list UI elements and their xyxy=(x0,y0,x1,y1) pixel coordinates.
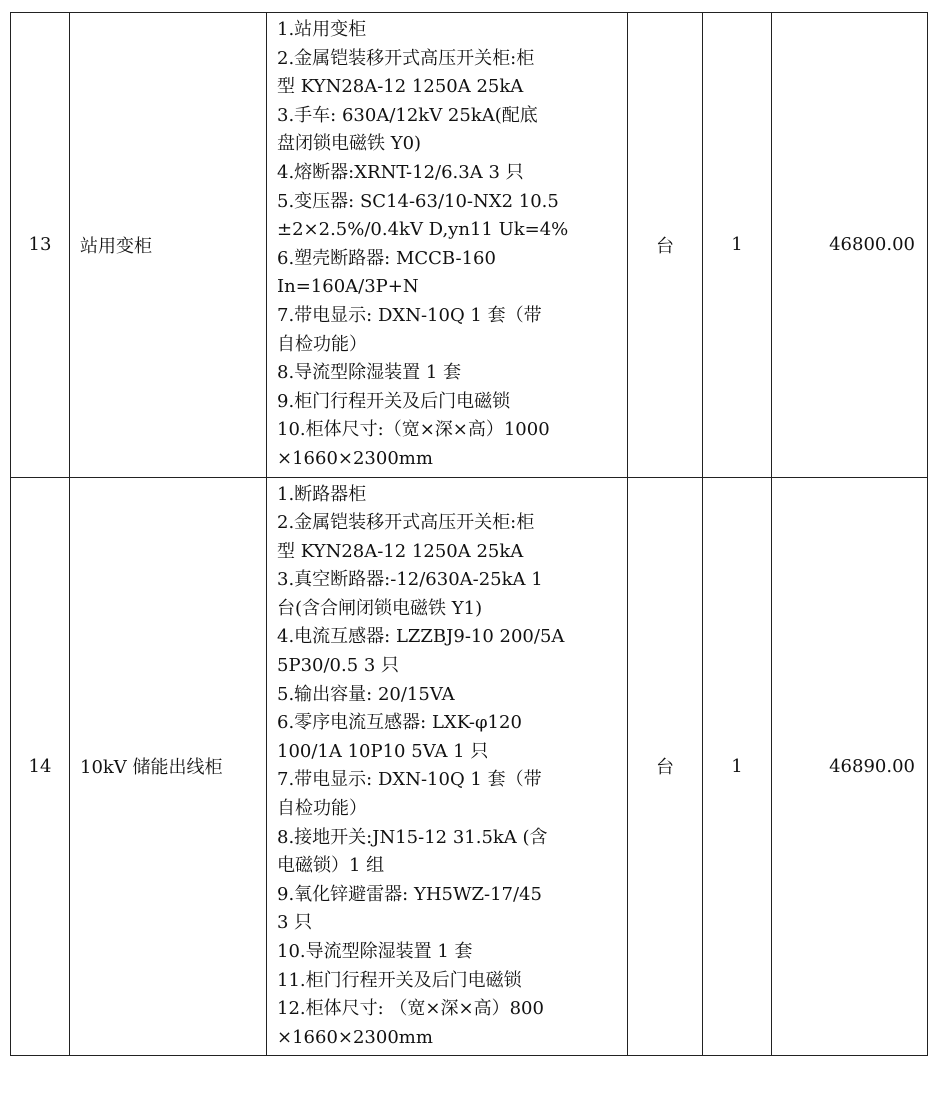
table-body xyxy=(11,13,928,1056)
spec-line: 11.柜门行程开关及后门电磁锁 xyxy=(277,969,522,991)
item-spec-cell xyxy=(267,477,628,1056)
item-name-cell: 10kV 储能出线柜 xyxy=(70,477,267,1056)
spec-line: 9.氧化锌避雷器: YH5WZ-17/45 xyxy=(277,883,542,905)
spec-line: 6.塑壳断路器: MCCB-160 xyxy=(277,247,496,269)
spec-line: 自检功能） xyxy=(277,798,367,820)
spec-line: ×1660×2300mm xyxy=(277,447,433,469)
spec-line: 8.导流型除湿装置 1 套 xyxy=(277,362,462,384)
spec-line: ±2×2.5%/0.4kV D,yn11 Uk=4% xyxy=(277,219,569,241)
spec-line: 4.熔断器:XRNT-12/6.3A 3 只 xyxy=(277,161,524,183)
spec-line: 10.柜体尺寸:（宽×深×高）1000 xyxy=(277,419,550,441)
item-number-cell: 13 xyxy=(11,13,70,478)
spec-line: 8.接地开关:JN15-12 31.5kA (含 xyxy=(277,826,548,848)
item-price-cell: 46890.00 xyxy=(772,477,928,1056)
spec-line: 型 KYN28A-12 1250A 25kA xyxy=(277,76,524,98)
spec-line: 型 KYN28A-12 1250A 25kA xyxy=(277,540,524,562)
item-unit-cell: 台 xyxy=(628,477,703,1056)
spec-line: 3.真空断路器:-12/630A-25kA 1 xyxy=(277,569,543,591)
item-unit-cell: 台 xyxy=(628,13,703,478)
item-name-cell: 站用变柜 xyxy=(70,13,267,478)
spec-line: ×1660×2300mm xyxy=(277,1026,433,1048)
item-quantity-cell: 1 xyxy=(703,13,772,478)
spec-line: 5.输出容量: 20/15VA xyxy=(277,683,455,705)
spec-line: 自检功能） xyxy=(277,333,367,355)
spec-line: 2.金属铠装移开式高压开关柜:柜 xyxy=(277,47,535,69)
spec-line: 6.零序电流互感器: LXK-φ120 xyxy=(277,712,522,734)
spec-line: 5.变压器: SC14-63/10-NX2 10.5 xyxy=(277,190,559,212)
spec-line: 2.金属铠装移开式高压开关柜:柜 xyxy=(277,512,535,534)
item-number-cell: 14 xyxy=(11,477,70,1056)
spec-line: 3.手车: 630A/12kV 25kA(配底 xyxy=(277,104,538,126)
spec-line: 台(含合闸闭锁电磁铁 Y1) xyxy=(277,597,483,619)
spec-line: 电磁锁）1 组 xyxy=(277,855,385,877)
equipment-price-table xyxy=(10,12,928,1056)
table-row xyxy=(11,13,928,478)
spec-line: 3 只 xyxy=(277,912,313,934)
item-price-cell: 46800.00 xyxy=(772,13,928,478)
spec-line: 10.导流型除湿装置 1 套 xyxy=(277,941,473,962)
spec-line: 1.站用变柜 xyxy=(277,19,367,40)
table-row xyxy=(11,477,928,1056)
item-quantity-cell: 1 xyxy=(703,477,772,1056)
spec-line: 4.电流互感器: LZZBJ9-10 200/5A xyxy=(277,626,565,648)
spec-line: 1.断路器柜 xyxy=(277,483,367,505)
item-spec-cell xyxy=(267,13,628,478)
spec-line: 7.带电显示: DXN-10Q 1 套（带 xyxy=(277,769,542,791)
spec-line: In=160A/3P+N xyxy=(277,276,419,298)
spec-line: 9.柜门行程开关及后门电磁锁 xyxy=(277,390,511,412)
spec-line: 7.带电显示: DXN-10Q 1 套（带 xyxy=(277,304,542,326)
spec-line: 12.柜体尺寸: （宽×深×高）800 xyxy=(277,998,544,1020)
spec-line: 5P30/0.5 3 只 xyxy=(277,655,400,677)
spec-line: 盘闭锁电磁铁 Y0) xyxy=(277,133,422,155)
spec-line: 100/1A 10P10 5VA 1 只 xyxy=(277,740,489,762)
